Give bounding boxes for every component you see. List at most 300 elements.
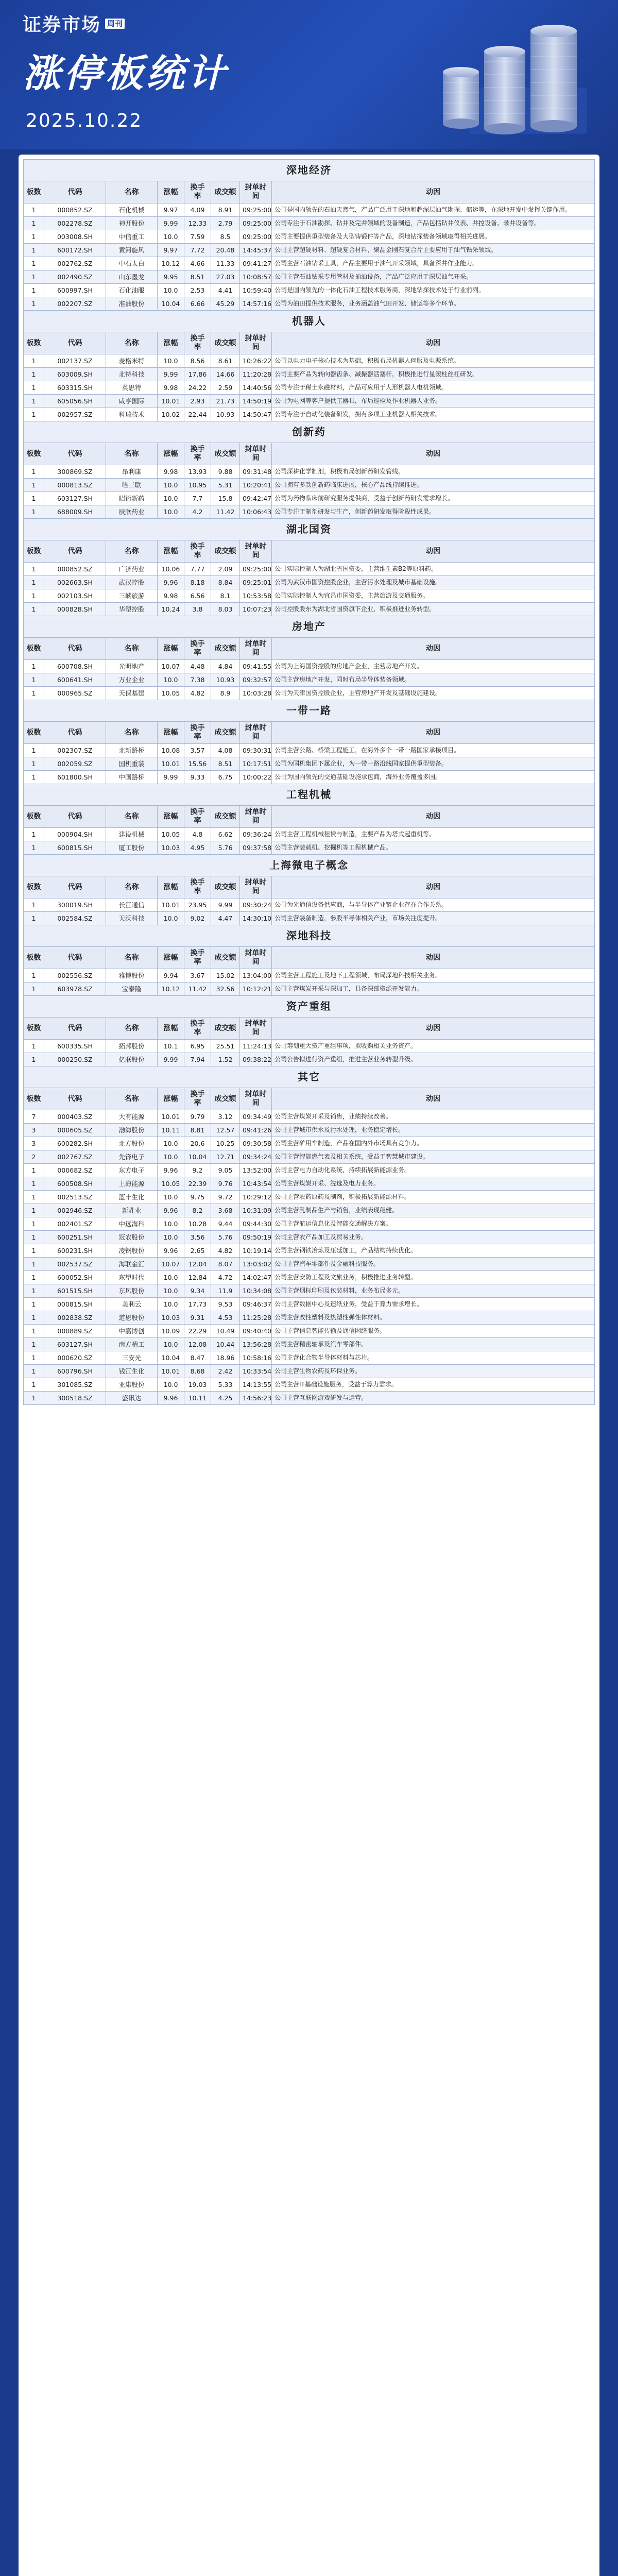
table-row <box>24 744 595 757</box>
seal-time-cell: 10:06:43 <box>240 505 272 519</box>
seal-time-cell: 14:02:47 <box>240 1271 272 1284</box>
reason-cell: 公司主营煤炭开采、洗选及电力业务。 <box>272 1177 595 1191</box>
column-turnover: 换手率 <box>184 806 211 828</box>
section-title: 资产重组 <box>24 996 595 1018</box>
column-change: 涨幅 <box>158 638 184 660</box>
seal-time-cell: 10:20:41 <box>240 479 272 492</box>
amount-cell: 9.88 <box>211 465 240 479</box>
board-count-cell: 1 <box>24 230 44 244</box>
reason-cell: 公司专注于自动化装备研发，拥有多项工业机器人相关技术。 <box>272 408 595 421</box>
table-row <box>24 1231 595 1244</box>
stock-code-cell: 000620.SZ <box>44 1351 106 1365</box>
stock-code-cell: 002762.SZ <box>44 257 106 270</box>
board-count-cell: 1 <box>24 687 44 700</box>
turnover-cell: 8.51 <box>184 270 211 284</box>
stock-code-cell: 002207.SZ <box>44 297 106 311</box>
stock-name-cell: 冠农股份 <box>106 1231 158 1244</box>
column-reason: 动因 <box>272 638 595 660</box>
column-amount: 成交额 <box>211 181 240 204</box>
turnover-cell: 9.75 <box>184 1191 211 1204</box>
stock-name-cell: 渤海股份 <box>106 1124 158 1137</box>
column-turnover: 换手率 <box>184 540 211 563</box>
stock-name-cell: 昂利康 <box>106 465 158 479</box>
change-pct-cell: 10.1 <box>158 1040 184 1053</box>
seal-time-cell: 10:17:51 <box>240 757 272 771</box>
turnover-cell: 7.59 <box>184 230 211 244</box>
reason-cell: 公司控股股东为湖北省国资旗下企业，积极推进业务转型。 <box>272 603 595 616</box>
reason-cell: 公司为国内领先的交通基础设施承包商，海外业务覆盖多国。 <box>272 771 595 784</box>
seal-time-cell: 10:31:09 <box>240 1204 272 1217</box>
page-title: 涨停板统计 <box>23 52 229 96</box>
stock-name-cell: 道恩股份 <box>106 1311 158 1325</box>
stock-name-cell: 准油股份 <box>106 297 158 311</box>
board-count-cell: 1 <box>24 1244 44 1258</box>
table-row <box>24 912 595 925</box>
board-count-cell: 1 <box>24 492 44 505</box>
stock-code-cell: 000852.SZ <box>44 204 106 217</box>
column-code: 代码 <box>44 876 106 899</box>
column-change: 涨幅 <box>158 722 184 744</box>
column-change: 涨幅 <box>158 1018 184 1040</box>
stock-name-cell: 三峡旅游 <box>106 589 158 603</box>
table-row <box>24 1191 595 1204</box>
stock-name-cell: 黄河旋风 <box>106 244 158 257</box>
table-row <box>24 217 595 230</box>
reason-cell: 公司主要提供重型装备及大型铸锻件等产品，深地钻探装备领域取得相关进展。 <box>272 230 595 244</box>
column-change: 涨幅 <box>158 540 184 563</box>
table-row <box>24 354 595 368</box>
amount-cell: 5.31 <box>211 479 240 492</box>
stock-code-cell: 002137.SZ <box>44 354 106 368</box>
turnover-cell: 10.11 <box>184 1392 211 1405</box>
stock-name-cell: 咸亨国际 <box>106 395 158 408</box>
turnover-cell: 2.65 <box>184 1244 211 1258</box>
reason-cell: 公司主营航运信息化及智能交通解决方案。 <box>272 1217 595 1231</box>
board-count-cell: 1 <box>24 771 44 784</box>
stock-name-cell: 海联金汇 <box>106 1258 158 1271</box>
column-reason: 动因 <box>272 181 595 204</box>
change-pct-cell: 9.94 <box>158 969 184 982</box>
amount-cell: 45.29 <box>211 297 240 311</box>
board-count-cell: 3 <box>24 1137 44 1150</box>
board-count-cell: 1 <box>24 1053 44 1066</box>
amount-cell: 4.82 <box>211 1244 240 1258</box>
change-pct-cell: 10.05 <box>158 1177 184 1191</box>
turnover-cell: 8.81 <box>184 1124 211 1137</box>
change-pct-cell: 9.95 <box>158 270 184 284</box>
stock-code-cell: 000813.SZ <box>44 479 106 492</box>
table-row <box>24 828 595 841</box>
board-count-cell: 1 <box>24 660 44 673</box>
change-pct-cell: 10.05 <box>158 828 184 841</box>
board-count-cell: 1 <box>24 1392 44 1405</box>
column-turnover: 换手率 <box>184 1088 211 1110</box>
seal-time-cell: 13:56:28 <box>240 1338 272 1351</box>
board-count-cell: 1 <box>24 969 44 982</box>
amount-cell: 8.9 <box>211 687 240 700</box>
amount-cell: 5.76 <box>211 1231 240 1244</box>
stock-code-cell: 002307.SZ <box>44 744 106 757</box>
section-title: 机器人 <box>24 311 595 332</box>
board-count-cell: 1 <box>24 395 44 408</box>
turnover-cell: 10.04 <box>184 1150 211 1164</box>
turnover-cell: 22.39 <box>184 1177 211 1191</box>
seal-time-cell: 09:31:48 <box>240 465 272 479</box>
table-row <box>24 1217 595 1231</box>
table-row <box>24 1298 595 1311</box>
amount-cell: 10.44 <box>211 1338 240 1351</box>
table-header-row <box>24 947 595 969</box>
stock-name-cell: 辰欣药业 <box>106 505 158 519</box>
change-pct-cell: 10.0 <box>158 1271 184 1284</box>
column-name: 名称 <box>106 181 158 204</box>
stock-name-cell: 先锋电子 <box>106 1150 158 1164</box>
header-banner <box>0 0 618 149</box>
seal-time-cell: 09:41:26 <box>240 1124 272 1137</box>
table-row <box>24 1351 595 1365</box>
change-pct-cell: 9.96 <box>158 1204 184 1217</box>
column-name: 名称 <box>106 332 158 354</box>
reason-cell: 公司主营装载机、挖掘机等工程机械产品。 <box>272 841 595 855</box>
seal-time-cell: 09:46:37 <box>240 1298 272 1311</box>
amount-cell: 25.51 <box>211 1040 240 1053</box>
column-board-count: 板数 <box>24 638 44 660</box>
stock-code-cell: 000852.SZ <box>44 563 106 576</box>
reason-cell: 公司主营改性塑料及热塑性弹性体材料。 <box>272 1311 595 1325</box>
section-title-row <box>24 700 595 722</box>
turnover-cell: 7.77 <box>184 563 211 576</box>
table-row <box>24 1325 595 1338</box>
seal-time-cell: 09:41:27 <box>240 257 272 270</box>
table-row <box>24 563 595 576</box>
reason-cell: 公司主营公路、桥梁工程施工，在海外多个一带一路国家承接项目。 <box>272 744 595 757</box>
stock-name-cell: 钱江生化 <box>106 1365 158 1378</box>
reason-cell: 公司为电网等客户提供工器具，布局巡检及作业机器人业务。 <box>272 395 595 408</box>
stock-name-cell: 长江通信 <box>106 899 158 912</box>
reason-cell: 公司为光通信设备供应商，与半导体产业链企业存在合作关系。 <box>272 899 595 912</box>
stock-name-cell: 厦工股份 <box>106 841 158 855</box>
column-board-count: 板数 <box>24 876 44 899</box>
amount-cell: 4.25 <box>211 1392 240 1405</box>
turnover-cell: 17.73 <box>184 1298 211 1311</box>
column-turnover: 换手率 <box>184 947 211 969</box>
amount-cell: 8.03 <box>211 603 240 616</box>
stock-name-cell: 东方电子 <box>106 1164 158 1177</box>
board-count-cell: 1 <box>24 1365 44 1378</box>
stock-code-cell: 000828.SH <box>44 603 106 616</box>
board-count-cell: 1 <box>24 1258 44 1271</box>
board-count-cell: 1 <box>24 1164 44 1177</box>
seal-time-cell: 09:34:24 <box>240 1150 272 1164</box>
amount-cell: 27.03 <box>211 270 240 284</box>
stock-code-cell: 002838.SZ <box>44 1311 106 1325</box>
reason-cell: 公司主营矿用车制造，产品在国内外市场具有竞争力。 <box>272 1137 595 1150</box>
turnover-cell: 12.08 <box>184 1338 211 1351</box>
stock-name-cell: 雅博股份 <box>106 969 158 982</box>
board-count-cell: 1 <box>24 479 44 492</box>
column-reason: 动因 <box>272 540 595 563</box>
board-count-cell: 1 <box>24 1325 44 1338</box>
column-seal-time: 封单时间 <box>240 540 272 563</box>
stock-code-cell: 600997.SH <box>44 284 106 297</box>
change-pct-cell: 10.24 <box>158 603 184 616</box>
stock-name-cell: 国机重装 <box>106 757 158 771</box>
board-count-cell: 1 <box>24 257 44 270</box>
board-count-cell: 1 <box>24 1191 44 1204</box>
amount-cell: 5.33 <box>211 1378 240 1392</box>
column-reason: 动因 <box>272 947 595 969</box>
stock-code-cell: 300869.SZ <box>44 465 106 479</box>
change-pct-cell: 9.99 <box>158 771 184 784</box>
column-turnover: 换手率 <box>184 876 211 899</box>
turnover-cell: 10.28 <box>184 1217 211 1231</box>
turnover-cell: 9.31 <box>184 1311 211 1325</box>
stock-code-cell: 600508.SH <box>44 1177 106 1191</box>
column-name: 名称 <box>106 947 158 969</box>
limit-up-table-card <box>19 155 599 2576</box>
turnover-cell: 3.57 <box>184 744 211 757</box>
stock-code-cell: 603315.SH <box>44 381 106 395</box>
column-reason: 动因 <box>272 876 595 899</box>
column-reason: 动因 <box>272 1088 595 1110</box>
change-pct-cell: 10.06 <box>158 563 184 576</box>
board-count-cell: 1 <box>24 1217 44 1231</box>
stock-code-cell: 000904.SH <box>44 828 106 841</box>
change-pct-cell: 9.98 <box>158 381 184 395</box>
reason-cell: 公司主营烟标印刷及包装材料，业务布局多元。 <box>272 1284 595 1298</box>
amount-cell: 11.33 <box>211 257 240 270</box>
section-title-row <box>24 784 595 806</box>
reason-cell: 公司专注于石油勘探、钻井及完井领域的设备制造，产品包括钻井仪表、井控设备、录井设备等。 <box>272 217 595 230</box>
turnover-cell: 7.38 <box>184 673 211 687</box>
column-change: 涨幅 <box>158 947 184 969</box>
stock-code-cell: 600231.SH <box>44 1244 106 1258</box>
board-count-cell: 1 <box>24 354 44 368</box>
section-title-row <box>24 519 595 540</box>
column-change: 涨幅 <box>158 806 184 828</box>
table-row <box>24 1177 595 1191</box>
board-count-cell: 1 <box>24 673 44 687</box>
seal-time-cell: 10:08:57 <box>240 270 272 284</box>
brand-badge: 周刊 <box>105 19 125 29</box>
reason-cell: 公司主营工程施工及地下工程领域，布局深地科技相关业务。 <box>272 969 595 982</box>
amount-cell: 3.68 <box>211 1204 240 1217</box>
reason-cell: 公司以电力电子核心技术为基础，积极布局机器人伺服及电源系统。 <box>272 354 595 368</box>
table-row <box>24 492 595 505</box>
stock-name-cell: 宝泰隆 <box>106 982 158 996</box>
column-name: 名称 <box>106 806 158 828</box>
reason-cell: 公司主营数据中心及造纸业务，受益于算力需求增长。 <box>272 1298 595 1311</box>
stock-code-cell: 688009.SH <box>44 505 106 519</box>
section-title: 湖北国资 <box>24 519 595 540</box>
stock-name-cell: 华塑控股 <box>106 603 158 616</box>
turnover-cell: 4.95 <box>184 841 211 855</box>
seal-time-cell: 10:03:28 <box>240 687 272 700</box>
column-board-count: 板数 <box>24 806 44 828</box>
amount-cell: 10.93 <box>211 673 240 687</box>
reason-cell: 公司拥有多款创新药临床进展，核心产品线持续推进。 <box>272 479 595 492</box>
table-row <box>24 1284 595 1298</box>
reason-cell: 公司主营煤炭开采及销售，业绩持续改善。 <box>272 1110 595 1124</box>
seal-time-cell: 09:25:00 <box>240 204 272 217</box>
seal-time-cell: 10:26:22 <box>240 354 272 368</box>
reason-cell: 公司主营智能燃气表及相关系统，受益于智慧城市建设。 <box>272 1150 595 1164</box>
stock-name-cell: 天沃科技 <box>106 912 158 925</box>
change-pct-cell: 9.99 <box>158 368 184 381</box>
table-row <box>24 1110 595 1124</box>
change-pct-cell: 10.12 <box>158 982 184 996</box>
turnover-cell: 4.82 <box>184 687 211 700</box>
stock-code-cell: 002059.SZ <box>44 757 106 771</box>
change-pct-cell: 10.07 <box>158 660 184 673</box>
column-code: 代码 <box>44 947 106 969</box>
table-row <box>24 244 595 257</box>
turnover-cell: 22.44 <box>184 408 211 421</box>
column-change: 涨幅 <box>158 443 184 465</box>
column-change: 涨幅 <box>158 181 184 204</box>
stock-name-cell: 盛讯达 <box>106 1392 158 1405</box>
turnover-cell: 20.6 <box>184 1137 211 1150</box>
column-seal-time: 封单时间 <box>240 1018 272 1040</box>
column-seal-time: 封单时间 <box>240 638 272 660</box>
table-row <box>24 1150 595 1164</box>
board-count-cell: 1 <box>24 982 44 996</box>
board-count-cell: 1 <box>24 244 44 257</box>
board-count-cell: 1 <box>24 1298 44 1311</box>
table-header-row <box>24 332 595 354</box>
column-amount: 成交额 <box>211 876 240 899</box>
column-amount: 成交额 <box>211 332 240 354</box>
table-row <box>24 841 595 855</box>
board-count-cell: 1 <box>24 899 44 912</box>
table-header-row <box>24 806 595 828</box>
stock-code-cell: 301085.SZ <box>44 1378 106 1392</box>
table-row <box>24 1124 595 1137</box>
seal-time-cell: 14:45:37 <box>240 244 272 257</box>
stock-code-cell: 002767.SZ <box>44 1150 106 1164</box>
reason-cell: 公司主营石油钻采专用管材及抽油设备，产品广泛应用于深层油气开采。 <box>272 270 595 284</box>
amount-cell: 3.12 <box>211 1110 240 1124</box>
turnover-cell: 24.22 <box>184 381 211 395</box>
stock-code-cell: 003008.SH <box>44 230 106 244</box>
board-count-cell: 1 <box>24 1177 44 1191</box>
table-row <box>24 204 595 217</box>
turnover-cell: 6.95 <box>184 1040 211 1053</box>
reason-cell: 公司主营超硬材料、超硬复合材料，聚晶金刚石复合片主要应用于油气钻采领域。 <box>272 244 595 257</box>
change-pct-cell: 9.96 <box>158 1392 184 1405</box>
amount-cell: 9.53 <box>211 1298 240 1311</box>
column-seal-time: 封单时间 <box>240 1088 272 1110</box>
section-title-row <box>24 616 595 638</box>
stock-name-cell: 蓝丰生化 <box>106 1191 158 1204</box>
stock-name-cell: 石化机械 <box>106 204 158 217</box>
amount-cell: 18.96 <box>211 1351 240 1365</box>
table-row <box>24 982 595 996</box>
stock-name-cell: 中石太白 <box>106 257 158 270</box>
column-board-count: 板数 <box>24 181 44 204</box>
stock-name-cell: 昭衍新药 <box>106 492 158 505</box>
reason-cell: 公司是国内领先的石油天然气，产品广泛用于深地和超深层油气勘探、储运等，在深地开发中发挥关键作用。 <box>272 204 595 217</box>
table-row <box>24 660 595 673</box>
seal-time-cell: 09:30:24 <box>240 899 272 912</box>
stock-code-cell: 000965.SZ <box>44 687 106 700</box>
seal-time-cell: 10:29:12 <box>240 1191 272 1204</box>
amount-cell: 9.05 <box>211 1164 240 1177</box>
seal-time-cell: 14:50:47 <box>240 408 272 421</box>
stock-name-cell: 北方股份 <box>106 1137 158 1150</box>
turnover-cell: 4.8 <box>184 828 211 841</box>
seal-time-cell: 13:03:02 <box>240 1258 272 1271</box>
change-pct-cell: 10.09 <box>158 1325 184 1338</box>
stock-code-cell: 000403.SZ <box>44 1110 106 1124</box>
amount-cell: 4.08 <box>211 744 240 757</box>
table-row <box>24 465 595 479</box>
amount-cell: 21.73 <box>211 395 240 408</box>
column-change: 涨幅 <box>158 332 184 354</box>
stock-name-cell: 大有能源 <box>106 1110 158 1124</box>
amount-cell: 11.9 <box>211 1284 240 1298</box>
reason-cell: 公司专注于制剂研发与生产，创新药研发取得阶段性成果。 <box>272 505 595 519</box>
change-pct-cell: 10.11 <box>158 1124 184 1137</box>
turnover-cell: 3.56 <box>184 1231 211 1244</box>
board-count-cell: 1 <box>24 1351 44 1365</box>
reason-cell: 公司主营电力自动化系统，持续拓展新能源业务。 <box>272 1164 595 1177</box>
stock-code-cell: 002513.SZ <box>44 1191 106 1204</box>
table-header-row <box>24 443 595 465</box>
stock-code-cell: 000889.SZ <box>44 1325 106 1338</box>
board-count-cell: 1 <box>24 1378 44 1392</box>
table-row <box>24 479 595 492</box>
column-code: 代码 <box>44 806 106 828</box>
change-pct-cell: 10.0 <box>158 492 184 505</box>
turnover-cell: 12.84 <box>184 1271 211 1284</box>
seal-time-cell: 09:25:00 <box>240 230 272 244</box>
board-count-cell: 1 <box>24 1204 44 1217</box>
board-count-cell: 1 <box>24 1284 44 1298</box>
table-row <box>24 368 595 381</box>
board-count-cell: 1 <box>24 757 44 771</box>
reason-cell: 公司主营农产品加工及贸易业务。 <box>272 1231 595 1244</box>
reason-cell: 公司为国机集团下属企业，为一带一路沿线国家提供重型装备。 <box>272 757 595 771</box>
stock-name-cell: 中远海科 <box>106 1217 158 1231</box>
change-pct-cell: 10.0 <box>158 1217 184 1231</box>
seal-time-cell: 09:44:30 <box>240 1217 272 1231</box>
board-count-cell: 1 <box>24 297 44 311</box>
column-seal-time: 封单时间 <box>240 332 272 354</box>
amount-cell: 20.48 <box>211 244 240 257</box>
board-count-cell: 1 <box>24 603 44 616</box>
column-amount: 成交额 <box>211 638 240 660</box>
stock-code-cell: 002663.SH <box>44 576 106 589</box>
change-pct-cell: 10.01 <box>158 1110 184 1124</box>
seal-time-cell: 10:34:08 <box>240 1284 272 1298</box>
seal-time-cell: 10:12:21 <box>240 982 272 996</box>
column-name: 名称 <box>106 722 158 744</box>
seal-time-cell: 10:43:54 <box>240 1177 272 1191</box>
amount-cell: 15.02 <box>211 969 240 982</box>
seal-time-cell: 13:04:00 <box>240 969 272 982</box>
reason-cell: 公司主营化合物半导体材料与芯片。 <box>272 1351 595 1365</box>
turnover-cell: 15.56 <box>184 757 211 771</box>
coin-stack-icon <box>391 10 597 139</box>
column-change: 涨幅 <box>158 1088 184 1110</box>
table-row <box>24 1271 595 1284</box>
seal-time-cell: 09:41:55 <box>240 660 272 673</box>
amount-cell: 12.71 <box>211 1150 240 1164</box>
change-pct-cell: 10.05 <box>158 687 184 700</box>
change-pct-cell: 10.0 <box>158 1284 184 1298</box>
column-reason: 动因 <box>272 332 595 354</box>
